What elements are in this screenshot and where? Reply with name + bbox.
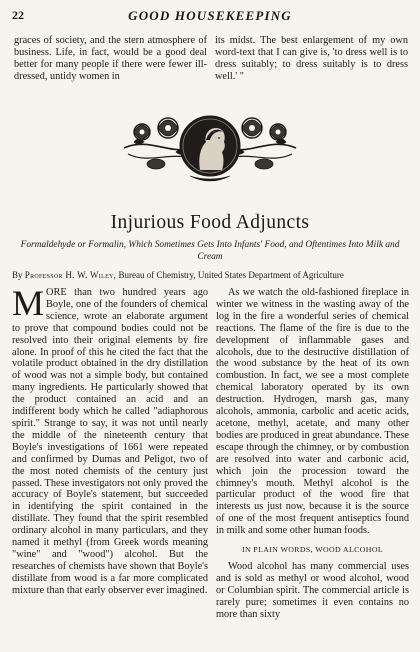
article-right-column — [216, 287, 409, 620]
article-title: Injurious Food Adjuncts — [110, 212, 310, 233]
article-byline — [12, 270, 412, 280]
drop-cap: M — [12, 283, 45, 323]
running-title: GOOD HOUSEKEEPING — [128, 8, 292, 23]
page-header — [12, 8, 408, 24]
continuation-left-text: graces of society, and the stern atmosphere of business. Life, in fact, would be a good deal better for many people if there were fewer ill-dressed, untidy women in — [14, 35, 207, 82]
continuation-right-text: its midst. The best enlargement of my own word-text that I can give is, 'to dress well is to dress suitably; to dress suitably is to dress well.' " — [215, 35, 408, 82]
floral-portrait-ornament-icon — [120, 106, 300, 188]
author-affiliation: Bureau of Chemistry, United States Department of Agriculture — [118, 270, 344, 280]
author-name: Professor H. W. Wiley, — [24, 270, 117, 280]
article-subtitle: Formaldehyde or Formalin, Which Sometimes Gets Into Infants' Food, and Oftentimes Into Milk and Cream — [20, 240, 400, 262]
article-left-column — [12, 283, 208, 597]
right-column-text-2: Wood alcohol has many commercial uses and is sold as methyl or wood alcohol, wood or Columbian spirit. The commercial article is rarely pure; sometimes it even contains no more than sixty — [216, 560, 409, 620]
right-column-text: As we watch the old-fashioned fireplace in winter we witness in the wasting away of the log in the fire a wonderful series of chemical reactions. The flame of the fire is due to the development of inflammable gases and alcohols, due to the destructive distillation of the wood substance by the heat of its own combustion. In fact, we see a most complete chemical laboratory operated by its own destruction. Hydrogen, marsh gas, many alcohols, ammonia, carbolic and acetic acids, acetone, methyl, acetate, and many other bodies are produced in great abundance. These escape through the chimney, or by combustion are resolved into water and carbonic acid, which join the procession toward the chimney's mouth. Methyl alcohol is the particular product of the wood fire that interests us just now, because it is the source of one of the most frequent antiseptics found in milk and some other human foods. — [216, 287, 409, 537]
page-number: 22 — [12, 8, 24, 22]
continuation-left-column — [14, 35, 207, 83]
section-subhead: IN PLAIN WORDS, WOOD ALCOHOL — [241, 545, 384, 555]
left-column-text: ORE than two hundred years ago Boyle, one of the founders of chemical science, wrote an elaborate argument to prove that compound bodies could not be resolved into their original elements by fire alone. In proof of this he cited the fact that the volatile product obtained in the dry distillation of wood was not a simple body, but contained many ingredients. He particularly showed that the product contained an acid and an indifferent body which he called "adiaphorous spirit." Strange to say, it was not until nearly the middle of the nineteenth century that Boyle's investigations of 1661 were repeated and confirmed by Dumas and Peligot, two of the most noted chemists of the century just passed. These investigators not only proved the accuracy of Boyle's statement, but succeeded in identifying the spirit contained in the distillate. They found that the spirit resembled ordinary alcohol in many particulars, and they named it methyl (from Greek words meaning "wine" and "wood") alcohol. But the researches of chemists have shown that Boyle's distillate from wood is a far more complicated mixture than that early observer ever imagined. — [12, 287, 208, 596]
continuation-right-column — [215, 35, 408, 83]
byline-prefix: By — [12, 270, 23, 280]
